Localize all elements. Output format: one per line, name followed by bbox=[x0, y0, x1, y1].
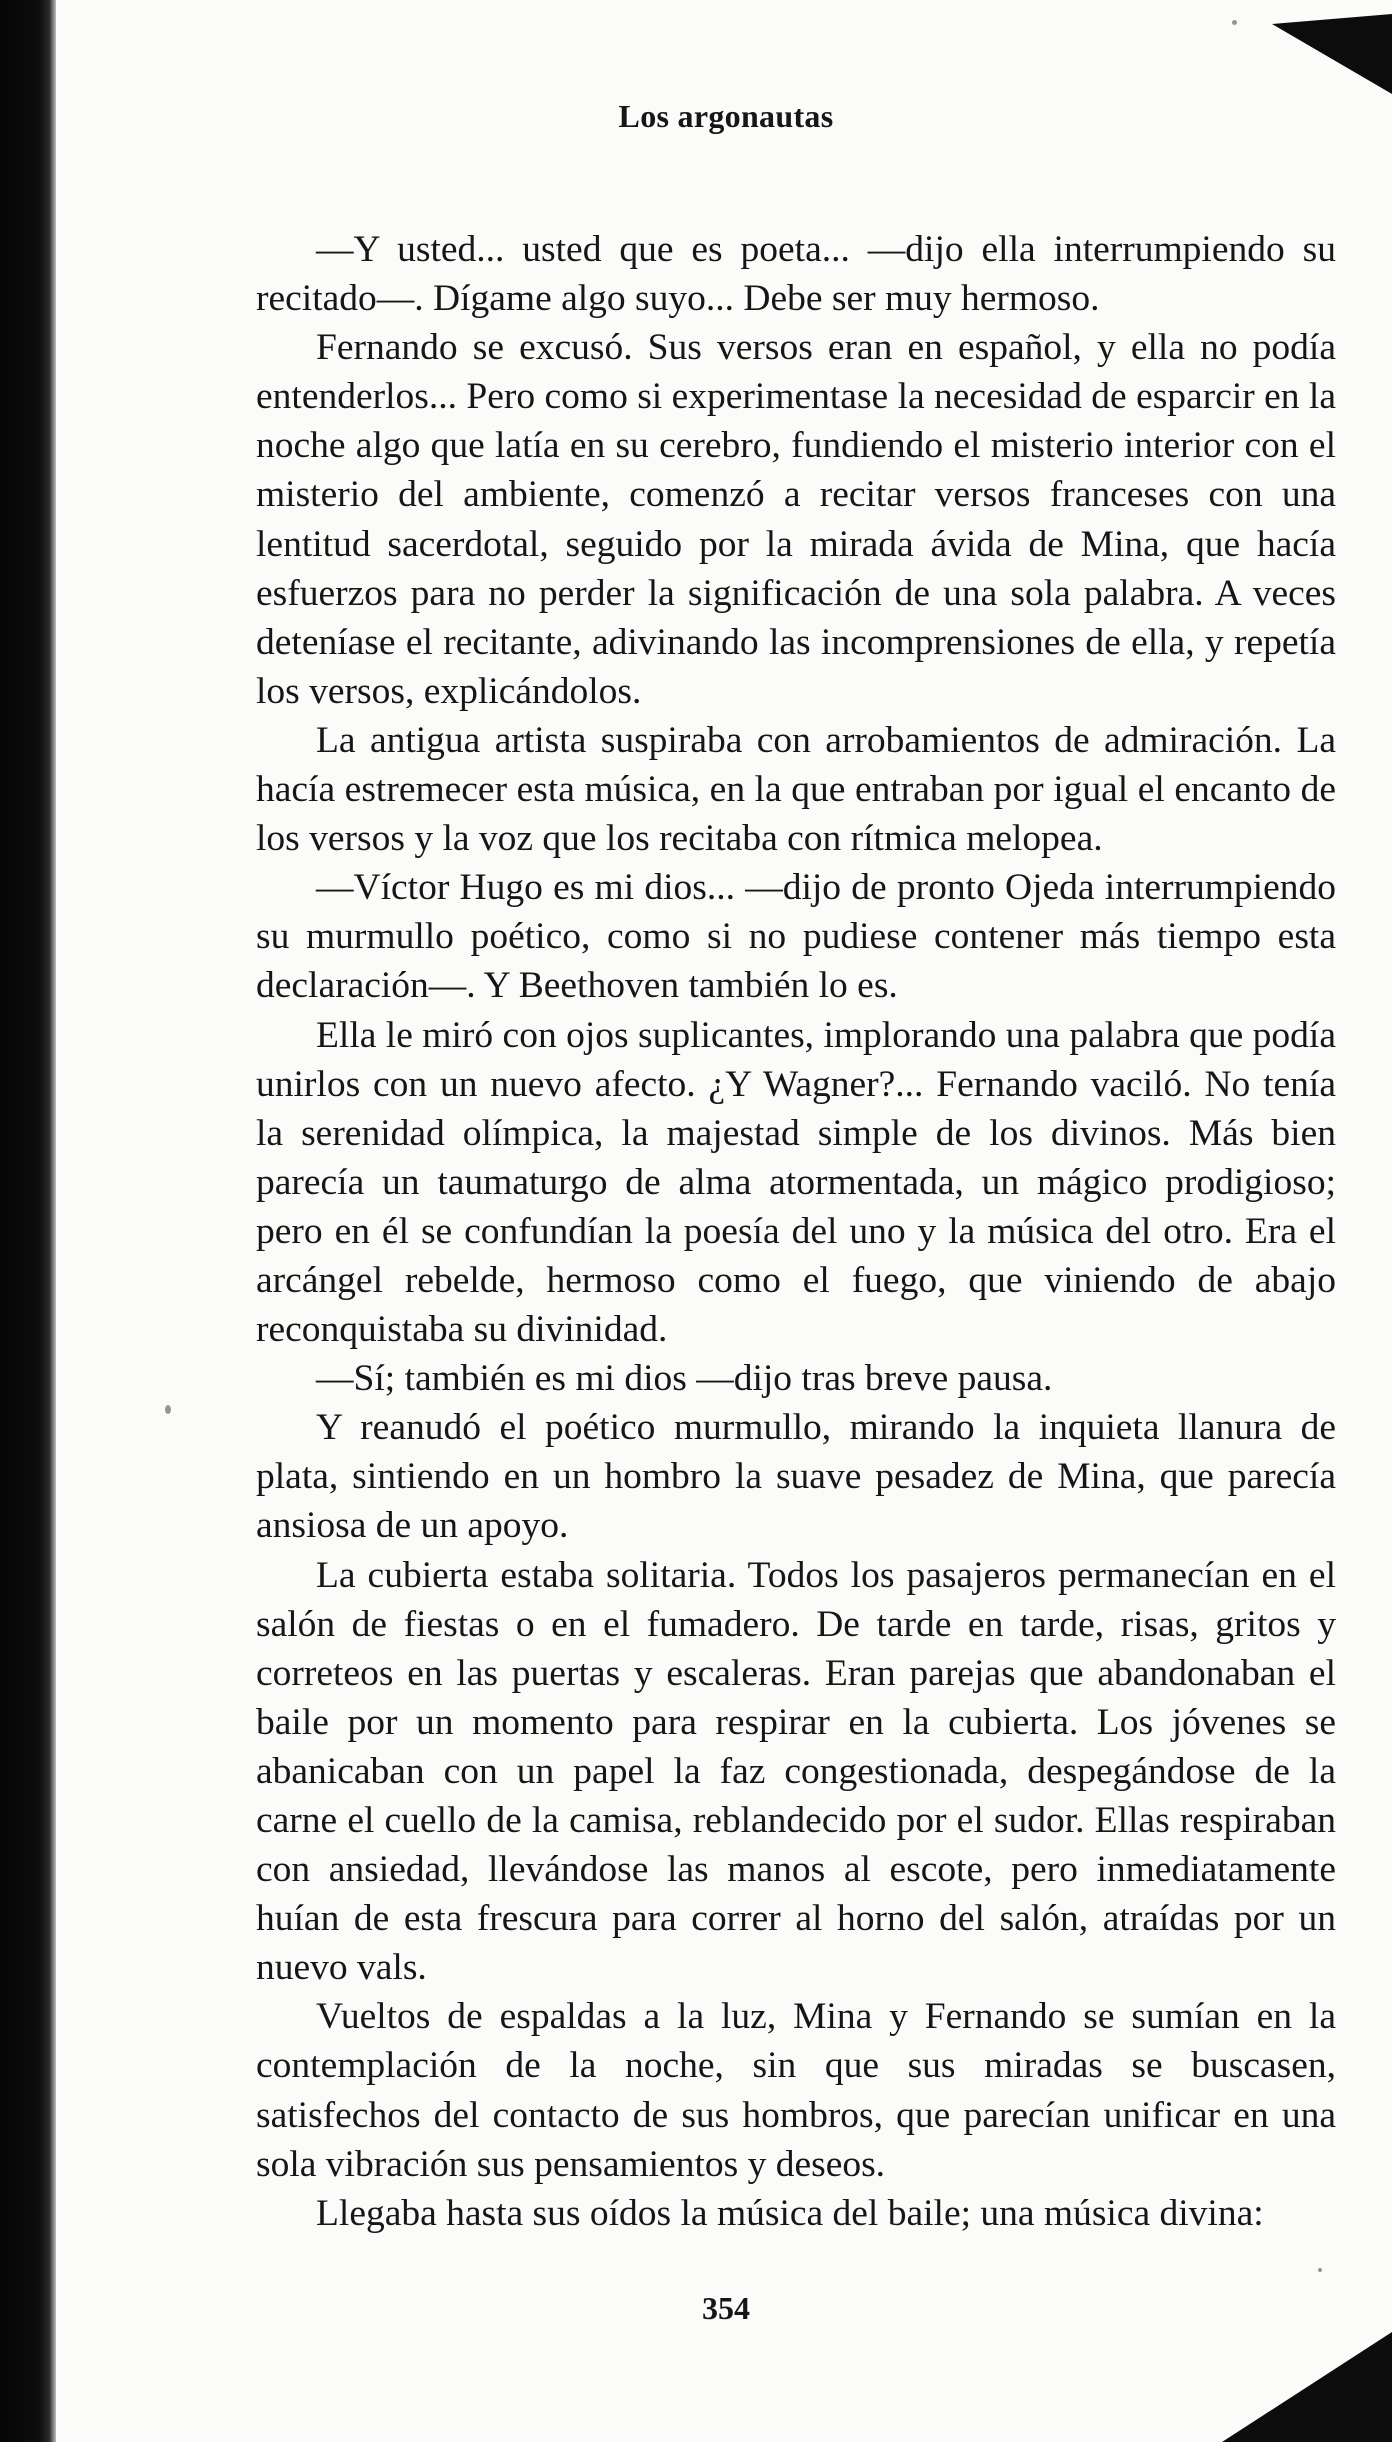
paragraph: Vueltos de espaldas a la luz, Mina y Fernando se sumían en la contemplación de la noche, sin que sus miradas se buscasen, satisfechos del contacto de sus hombros, que parecían unificar en una sola vibración sus pensamientos y deseos. bbox=[256, 1996, 1336, 2185]
paragraph: Ella le miró con ojos suplicantes, implorando una palabra que podía unirlos con un nuevo afecto. ¿Y Wagner?... Fernando vaciló. No tenía la serenidad olímpica, la majestad simple de los divinos. Más bien parecía un taumaturgo de alma atormentada, un mágico prodigioso; pero en él se confundían la poesía del uno y la música del otro. Era el arcángel rebelde, hermoso como el fuego, que viniendo de abajo reconquistaba su divinidad. bbox=[256, 1014, 1336, 1351]
running-title: Los argonautas bbox=[618, 98, 834, 134]
page-corner-top bbox=[1272, 14, 1392, 94]
paragraph: La antigua artista suspiraba con arrobamientos de admiración. La hacía estremecer esta música, en la que entraban por igual el encanto de los versos y la voz que los recitaba con rítmica melopea. bbox=[256, 719, 1336, 860]
paragraph: —Víctor Hugo es mi dios... —dijo de pronto Ojeda interrumpiendo su murmullo poético, como si no pudiese contener más tiempo esta declaración—. Y Beethoven también lo es. bbox=[256, 867, 1336, 1007]
paragraph: —Y usted... usted que es poeta... —dijo ella interrumpiendo su recitado—. Dígame algo suyo... Debe ser muy hermoso. bbox=[256, 229, 1336, 320]
scan-speck bbox=[1318, 2268, 1322, 2272]
page-corner-bottom bbox=[1222, 2332, 1392, 2442]
paragraph: Llegaba hasta sus oídos la música del baile; una música divina: bbox=[316, 2192, 1264, 2234]
paragraph: Fernando se excusó. Sus versos eran en español, y ella no podía entenderlos... Pero como si experimentase la necesidad de esparcir en la noche algo que latía en su cerebro, fundiendo el misterio interior con el misterio del ambiente, comenzó a recitar versos franceses con una lentitud sacerdotal, seguido por la mirada ávida de Mina, que hacía esfuerzos para no perder la significación de una sola palabra. A veces deteníase el recitante, adivinando las incomprensiones de ella, y repetía los versos, explicándolos. bbox=[256, 327, 1336, 712]
body-text bbox=[256, 225, 1336, 2238]
scan-binding-edge bbox=[0, 0, 56, 2442]
scan-speck bbox=[1232, 20, 1237, 25]
page-number: 354 bbox=[702, 2290, 750, 2326]
paragraph: La cubierta estaba solitaria. Todos los pasajeros permanecían en el salón de fiestas o en el fumadero. De tarde en tarde, risas, gritos y correteos en las puertas y escaleras. Eran parejas que abandonaban el baile por un momento para respirar en la cubierta. Los jóvenes se abanicaban con un papel la faz congestionada, despegándose de la carne el cuello de la camisa, reblandecido por el sudor. Ellas respiraban con ansiedad, llevándose las manos al escote, pero inmediatamente huían de esta frescura para correr al horno del salón, atraídas por un nuevo vals. bbox=[256, 1554, 1336, 1989]
paragraph: —Sí; también es mi dios —dijo tras breve pausa. bbox=[316, 1358, 1053, 1400]
scan-speck bbox=[165, 1405, 171, 1414]
paragraph: Y reanudó el poético murmullo, mirando la inquieta llanura de plata, sintiendo en un hombro la suave pesadez de Mina, que parecía ansiosa de un apoyo. bbox=[256, 1407, 1336, 1547]
